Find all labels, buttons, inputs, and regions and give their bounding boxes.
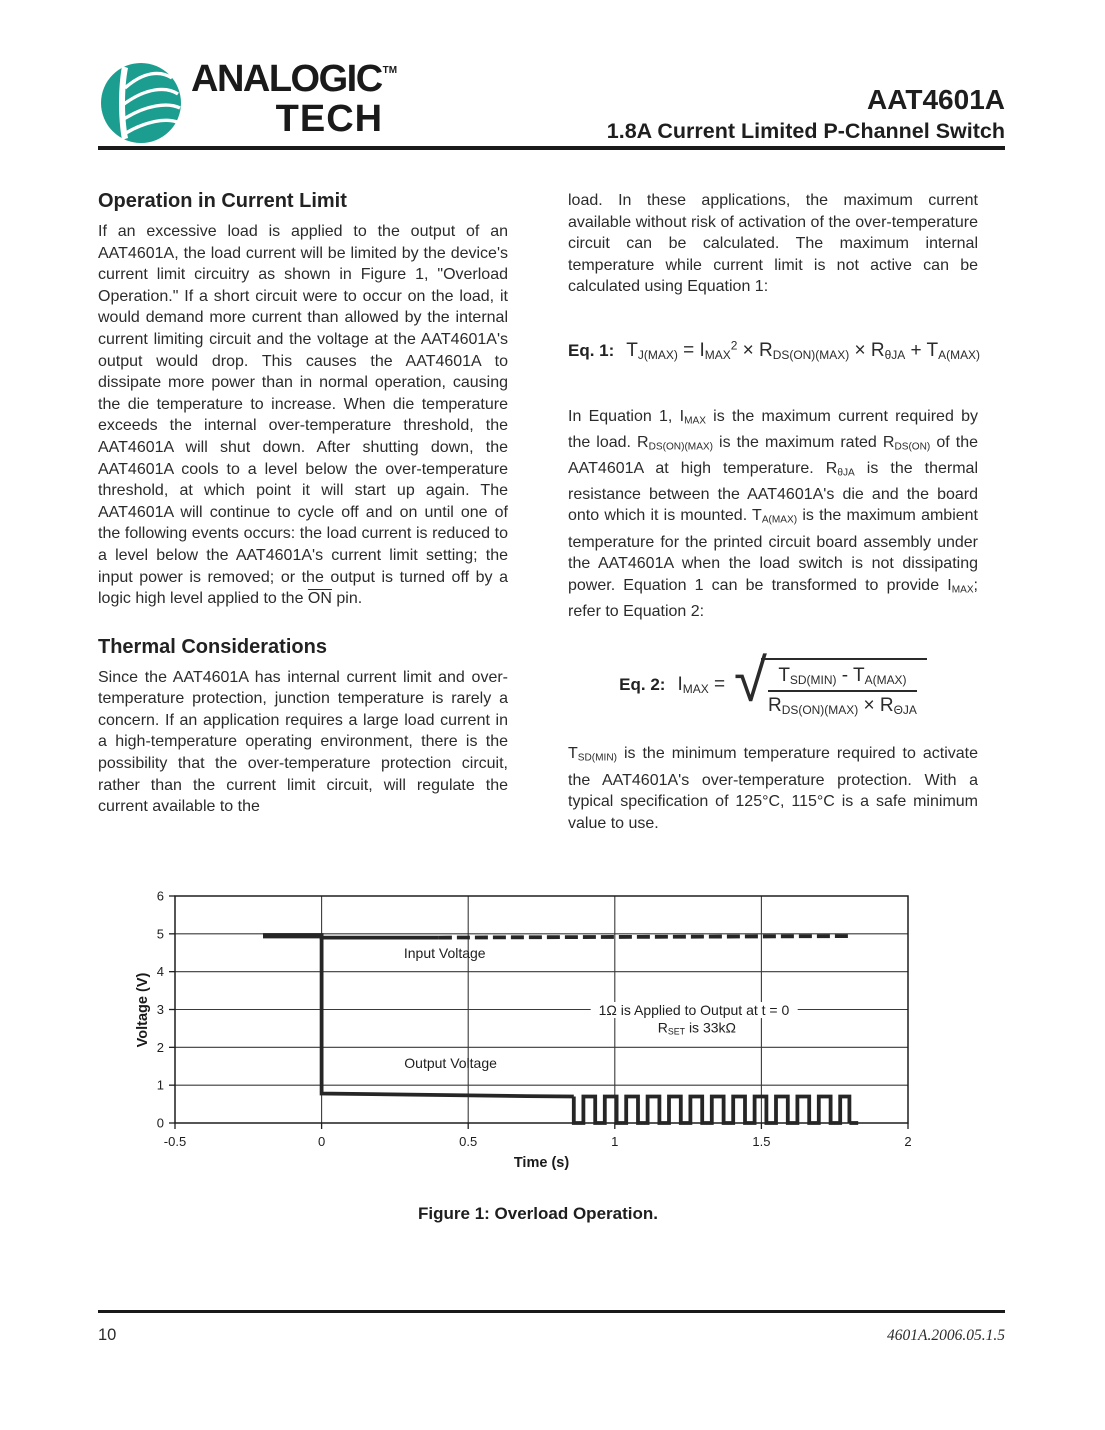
equation-2-lhs: $I_{MAX}$ = bbox=[677, 673, 726, 696]
chart-annotation-2: $R_{SET}$ is 33kΩ bbox=[650, 1019, 744, 1036]
logo-wordmark: ANALOGIC™ bbox=[191, 58, 398, 100]
svg-text:5: 5 bbox=[156, 926, 164, 942]
figure-plot-svg bbox=[130, 878, 980, 1178]
svg-text:3: 3 bbox=[156, 1002, 164, 1017]
series-label-input-voltage: Input Voltage bbox=[403, 944, 486, 961]
svg-text:-0.5: -0.5 bbox=[163, 1134, 187, 1149]
svg-text:0.5: 0.5 bbox=[459, 1134, 478, 1149]
trademark-symbol: TM bbox=[382, 65, 398, 76]
paragraph-tsd-explanation: $T_{SD(MIN)}$ is the minimum temperature required to activate the AAT4601A's over-temperature protection. With a typical specification of 125°C, 115°C is a safe minimum value to use. bbox=[568, 745, 978, 832]
radical-sign: √ bbox=[734, 647, 767, 715]
right-column bbox=[568, 190, 981, 834]
svg-text:2: 2 bbox=[156, 1039, 164, 1055]
doc-version: 4601A.2006.05.1.5 bbox=[887, 1327, 1005, 1344]
figure-caption: Figure 1: Overload Operation. bbox=[418, 1204, 658, 1223]
section-heading-thermal-considerations: Thermal Considerations bbox=[98, 635, 327, 658]
footer bbox=[98, 1310, 1005, 1345]
left-column bbox=[98, 190, 508, 834]
header bbox=[98, 50, 1005, 146]
svg-text:2: 2 bbox=[904, 1134, 912, 1149]
section-heading-operation-in-current-limit: Operation in Current Limit bbox=[98, 190, 347, 212]
footer-rule bbox=[98, 1310, 1005, 1313]
chart-annotation-1: 1Ω is Applied to Output at t = 0 bbox=[591, 1002, 798, 1018]
equation-1-label: Eq. 1: bbox=[568, 340, 615, 360]
equation-2-expression bbox=[677, 647, 926, 718]
part-number: AAT4601A bbox=[867, 84, 1005, 115]
paragraph-equation1-explanation: In Equation 1, $I_{MAX}$ is the maximum current required by the load. $R_{DS(ON)(MAX)}$ is the maximum rated $R_{DS(ON)}$ of the AAT4601A at high temperature. $R_{\theta JA}$ is the thermal resistance between the AAT4601A's die and the board onto which it is mounted. $T_{A(MAX)}$ is the maximum ambient temperature for the printed circuit board assembly under the AAT4601A when the load switch is not dissipating power. Equation 1 can be transformed to provide $I_{MAX}$; refer to Equation 2: bbox=[568, 407, 979, 620]
x-axis-title: Time (s) bbox=[513, 1155, 570, 1171]
header-rule bbox=[98, 146, 1005, 150]
series-label-output-voltage: Output Voltage bbox=[404, 1055, 497, 1072]
equation-1 bbox=[568, 337, 981, 362]
paragraph-load-continuation: load. In these applications, the maximum current available without risk of activation of the over-temperature circuit can be calculated. The maximum internal temperature while current limit is not active can be calculated using Equation 1: bbox=[568, 192, 978, 296]
fraction-numerator: $T_{SD(MIN)} - T_{A(MAX)}$ bbox=[768, 665, 917, 692]
svg-text:6: 6 bbox=[156, 888, 164, 904]
svg-text:4: 4 bbox=[156, 964, 164, 980]
svg-text:1.5: 1.5 bbox=[752, 1134, 771, 1149]
fraction-denominator: $R_{DS(ON)(MAX)} \times R_{\Theta JA}$ bbox=[767, 695, 917, 718]
overload-operation-chart bbox=[130, 878, 980, 1178]
paragraph-thermal: Since the AAT4601A has internal current limit and over-temperature protection, junction temperature is rarely a concern. If an application requires a large load current in a high-temperature operating environment, there is the possibility that the over-temperature protection circuit, rather than the current limit circuit, will regulate the current available to the bbox=[98, 668, 508, 816]
logo-wordmark-2: TECH bbox=[275, 98, 384, 140]
equation-1-expression: $T_{J(MAX)} = I_{MAX}^2 \times R_{DS(ON)(MAX)} \times R_{\theta JA} + T_{A(MAX)}$ bbox=[626, 337, 981, 362]
logo-text bbox=[191, 60, 397, 138]
logo-leaf-icon bbox=[98, 60, 184, 146]
svg-text:0: 0 bbox=[317, 1134, 326, 1149]
equation-2 bbox=[568, 647, 978, 718]
svg-text:1: 1 bbox=[611, 1134, 619, 1149]
paragraph-operation: If an excessive load is applied to the output of an AAT4601A, the load current will be limited by the device's current limit circuitry as shown in Figure 1, "Overload Operation." If a short circuit were to occur on the load, it would demand more current than allowed by the internal current limiting circuit and the voltage at the AAT4601A's output would drop. This causes the AAT4601A to dissipate more power than in normal operation, causing the die temperature to increase. When die temperature exceeds the internal over-temperature threshold, the AAT4601A will shut down. After shutting down, the AAT4601A cools to a level below the over-temperature threshold, at which point it will start up again. The AAT4601A will continue to cycle off and on until one of the following events occurs: the load current is reduced to a level below the AAT4601A's current limit setting; the input power is removed; or the output is turned off by a logic high level applied to the $\overline{ON}$ pin. bbox=[98, 223, 508, 608]
body-columns bbox=[98, 190, 981, 834]
svg-text:0: 0 bbox=[156, 1115, 164, 1131]
page-number: 10 bbox=[98, 1326, 117, 1344]
square-root bbox=[734, 647, 927, 718]
figure-1 bbox=[130, 878, 980, 1224]
equation-2-label: Eq. 2: bbox=[619, 674, 666, 694]
y-axis-title: Voltage (V) bbox=[135, 972, 151, 1047]
header-titles bbox=[607, 84, 1005, 146]
analogictech-logo bbox=[98, 60, 397, 146]
svg-text:1: 1 bbox=[156, 1077, 164, 1093]
doc-subtitle: 1.8A Current Limited P-Channel Switch bbox=[606, 119, 1005, 143]
fraction bbox=[768, 665, 917, 717]
